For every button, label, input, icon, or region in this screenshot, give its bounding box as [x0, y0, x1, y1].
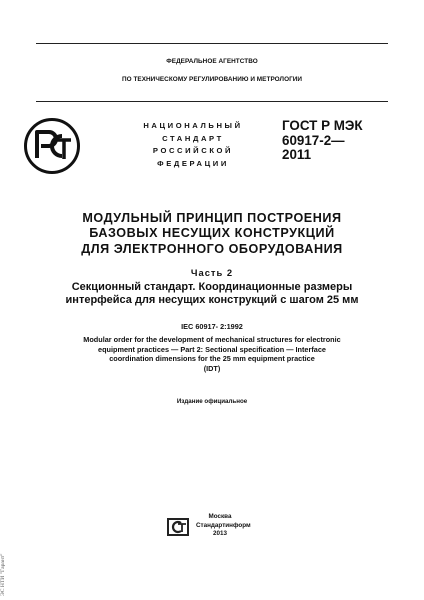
part-number: Часть 2	[190, 267, 234, 278]
edition-label: Издание официальное	[176, 398, 248, 405]
publisher-name: Стандартинформ	[196, 521, 251, 529]
english-title	[20, 335, 404, 373]
title-line: ДЛЯ ЭЛЕКТРОННОГО ОБОРУДОВАНИЯ	[81, 241, 343, 256]
iec-reference: IEC 60917- 2:1992	[181, 322, 243, 331]
header-top-rule	[36, 43, 388, 44]
english-title-line: (IDT)	[203, 363, 221, 373]
agency-name-line2: ПО ТЕХНИЧЕСКОМУ РЕГУЛИРОВАНИЮ И МЕТРОЛОГИИ	[121, 76, 303, 83]
rst-logo-icon	[24, 118, 80, 174]
publisher-block	[196, 513, 251, 539]
national-standard-line: ФЕДЕРАЦИИ	[157, 158, 229, 168]
national-standard-block	[136, 120, 250, 170]
english-title-line: equipment practices — Part 2: Sectional specification — Interface	[98, 344, 326, 354]
designation-line: ГОСТ Р МЭК	[282, 118, 363, 133]
designation-line: 60917-2—	[282, 132, 345, 148]
english-title-line: coordination dimensions for the 25 mm equipment practice	[109, 354, 315, 364]
publisher-city: Москва	[208, 513, 232, 520]
publication-year: 2013	[212, 530, 227, 538]
national-standard-line: РОССИЙСКОЙ	[152, 146, 234, 156]
national-standard-line: НАЦИОНАЛЬНЫЙ	[143, 121, 243, 130]
standartinform-logo-icon	[166, 515, 190, 539]
english-title-line: Modular order for the development of mechanical structures for electronic	[83, 335, 341, 344]
subtitle-line: интерфейса для несущих конструкций с шагом 25 мм	[65, 294, 359, 307]
title-line: БАЗОВЫХ НЕСУЩИХ КОНСТРУКЦИЙ	[89, 226, 335, 241]
title-line: МОДУЛЬНЫЙ ПРИНЦИП ПОСТРОЕНИЯ	[82, 211, 342, 225]
document-subtitle	[20, 281, 404, 308]
header-bottom-rule	[36, 101, 388, 102]
designation-line: 2011	[282, 147, 312, 163]
side-stamp: ЭС НТИ "Гарант"	[0, 553, 6, 596]
national-standard-line: СТАНДАРТ	[162, 133, 224, 143]
standard-designation	[282, 119, 363, 163]
agency-name-line1: ФЕДЕРАЛЬНОЕ АГЕНТСТВО	[166, 58, 258, 65]
document-title	[20, 211, 404, 257]
subtitle-line: Секционный стандарт. Координационные размеры	[71, 281, 353, 293]
